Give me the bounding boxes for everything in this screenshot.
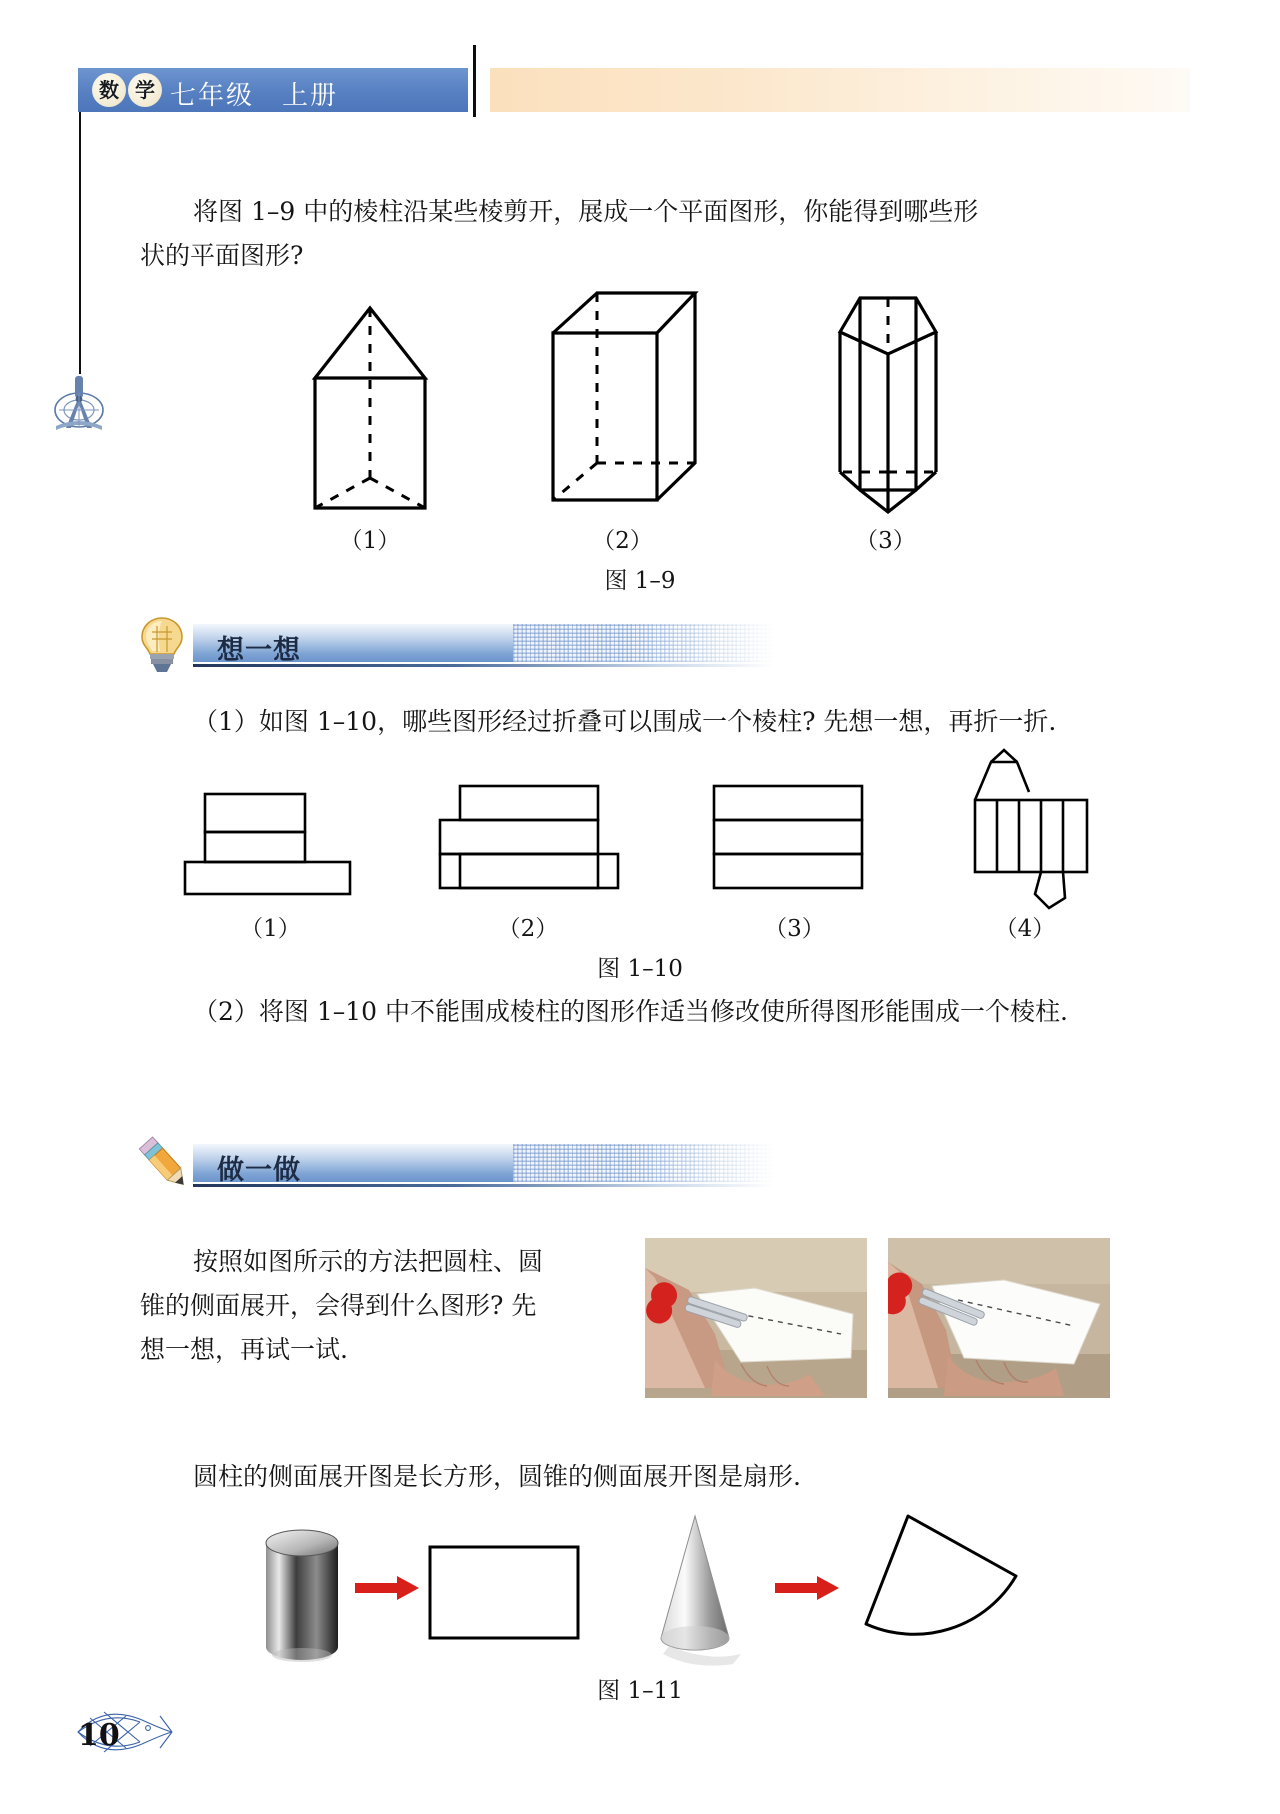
header-divider bbox=[473, 45, 476, 117]
intro-line-1: 将图 1–9 中的棱柱沿某些棱剪开，展成一个平面图形，你能得到哪些形 bbox=[193, 197, 979, 226]
fig111-caption: 图 1–11 bbox=[597, 1678, 683, 1704]
conclusion-text: 圆柱的侧面展开图是长方形，圆锥的侧面展开图是扇形. bbox=[193, 1462, 801, 1491]
fig19-label-1: （1） bbox=[339, 528, 401, 554]
do-section-header bbox=[125, 1140, 785, 1186]
cylinder-arrow-icon bbox=[355, 1575, 421, 1601]
intro-line-2: 状的平面图形? bbox=[140, 241, 304, 270]
fig110-label-2: （2） bbox=[497, 916, 559, 942]
fig110-label-4: （4） bbox=[994, 916, 1056, 942]
header-blue-bar bbox=[78, 68, 468, 112]
think-question-2: （2）将图 1–10 中不能围成棱柱的图形作适当修改使所得图形能围成一个棱柱. bbox=[193, 997, 1068, 1026]
compass-icon bbox=[46, 370, 112, 436]
fig110-label-3: （3） bbox=[764, 916, 825, 942]
lightbulb-icon bbox=[133, 612, 191, 674]
net-figure-2 bbox=[438, 782, 618, 902]
fig110-caption: 图 1–10 bbox=[597, 956, 683, 982]
subject-badge-2: 学 bbox=[128, 73, 162, 107]
cylinder-figure bbox=[258, 1525, 348, 1670]
left-rule bbox=[79, 112, 81, 374]
pentagonal-prism-figure bbox=[818, 280, 953, 515]
subject-badges bbox=[92, 73, 162, 107]
do-line-1: 按照如图所示的方法把圆柱、圆 bbox=[193, 1247, 544, 1276]
think-question-1: （1）如图 1–10，哪些图形经过折叠可以围成一个棱柱? 先想一想，再折一折. bbox=[193, 707, 1057, 736]
fig19-caption: 图 1–9 bbox=[604, 568, 676, 594]
think-section-header bbox=[125, 620, 785, 666]
net-figure-4 bbox=[955, 748, 1095, 918]
page-number: 10 bbox=[78, 1718, 120, 1753]
net-figure-1 bbox=[183, 790, 358, 900]
cone-figure bbox=[645, 1510, 745, 1670]
think-section-title: 想一想 bbox=[217, 635, 301, 666]
do-line-3: 想一想，再试一试. bbox=[140, 1335, 348, 1364]
fig19-label-2: （2） bbox=[592, 528, 653, 554]
rectangular-prism-figure bbox=[545, 285, 700, 515]
do-section-title: 做一做 bbox=[217, 1155, 301, 1186]
do-line-2: 锥的侧面展开，会得到什么图形? 先 bbox=[140, 1291, 537, 1320]
net-figure-3 bbox=[712, 782, 877, 902]
photo-cutting-cone bbox=[888, 1238, 1110, 1398]
do-banner-fade bbox=[513, 1144, 775, 1182]
cone-arrow-icon bbox=[775, 1575, 841, 1601]
think-banner-fade bbox=[513, 624, 775, 662]
photo-cutting-cylinder bbox=[645, 1238, 867, 1398]
subject-badge-1: 数 bbox=[92, 73, 126, 107]
header-peach-bar bbox=[490, 68, 1190, 112]
pencil-icon bbox=[133, 1132, 191, 1194]
triangular-prism-figure bbox=[300, 295, 440, 510]
fig110-label-1: （1） bbox=[240, 916, 301, 942]
header-title: 七年级 上册 bbox=[170, 81, 339, 111]
fig19-label-3: （3） bbox=[855, 528, 916, 554]
rectangle-net-figure bbox=[428, 1545, 580, 1640]
sector-net-figure bbox=[848, 1512, 1023, 1647]
